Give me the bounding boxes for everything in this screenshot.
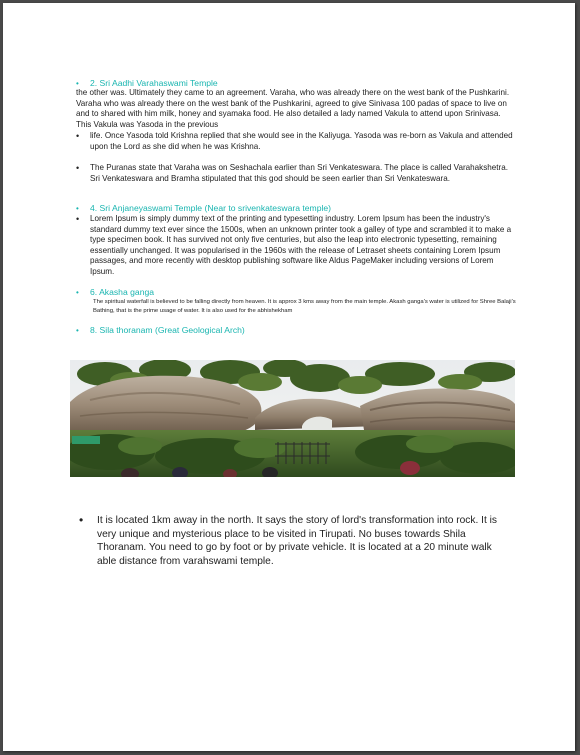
heading-sri-anjaneyaswami: • 4. Sri Anjaneyaswami Temple (Near to srivenkateswara temple): [76, 203, 332, 213]
bullet-icon: •: [76, 131, 80, 141]
paragraph-waterfall: The spiritual waterfall is believed to be falling directly from heaven. It is approx 3 kms away from the main temple. Akash ganga's water is utilized for Shree Balaji's Bathing, that is the prime usage of water. It is also used for the abhishekham: [93, 299, 516, 314]
bullet-icon: •: [76, 288, 79, 297]
bullet-icon: •: [76, 326, 79, 335]
sila-thoranam-photo: [70, 360, 515, 477]
list-item-location: • It is located 1km away in the north. It says the story of lord's transformation into rock. It is very unique and mysterious place to be visited in Tirupati. No buses towards Shila Thoranam. You need to go by foot or by private vehicle. It is located at a 20 minute walk able distance from varahswami temple.: [79, 513, 497, 567]
bullet-icon: •: [79, 513, 84, 527]
heading-sri-aadhi-varahaswami: • 2. Sri Aadhi Varahaswami Temple: [76, 78, 218, 88]
paragraph-agreement: the other was. Ultimately they came to an agreement. Varaha, who was already there on the west bank of the Pushkarini. Varaha who was already there on the west bank of the Pushkarini, agreed to give Sinivasa 100 padas of space to live on and to shared with him milk, honey and syamaka food. He also detailed a lady named Vakula to attend upon Srinivasa. This Vakula was Yasoda in the previous: [76, 88, 510, 129]
bullet-icon: •: [76, 214, 80, 224]
bullet-icon: •: [76, 163, 80, 173]
heading-sila-thoranam: • 8. Sila thoranam (Great Geological Arch): [76, 325, 245, 335]
heading-akasha-ganga: • 6. Akasha ganga: [76, 287, 155, 297]
bullet-icon: •: [76, 79, 79, 88]
bullet-icon: •: [76, 204, 79, 213]
list-item-life: • life. Once Yasoda told Krishna replied that she would see in the Kaliyuga. Yasoda was re-born as Vakula and attended upon the Lord as she did when he was Krishna.: [76, 131, 513, 151]
list-item-puranas: • The Puranas state that Varaha was on Seshachala earlier than Sri Venkateswara. The place is called Varahakshetra. Sri Venkateswara and Bramha stipulated that this god should be seen earlier than Sri Venkateswara.: [76, 163, 508, 183]
list-item-lorem-ipsum: • Lorem Ipsum is simply dummy text of the printing and typesetting industry. Lorem Ipsum has been the industry's standard dummy text ever since the 1500s, when an unknown printer took a galley of type and scrambled it to make a type specimen book. It has survived not only five centuries, but also the leap into electronic typesetting, remaining essentially unchanged. It was popularised in the 1960s with the release of Letraset sheets containing Lorem Ipsum passages, and more recently with desktop publishing software like Aldus PageMaker including versions of Lorem Ipsum.: [76, 214, 512, 276]
document-page: [3, 3, 575, 751]
